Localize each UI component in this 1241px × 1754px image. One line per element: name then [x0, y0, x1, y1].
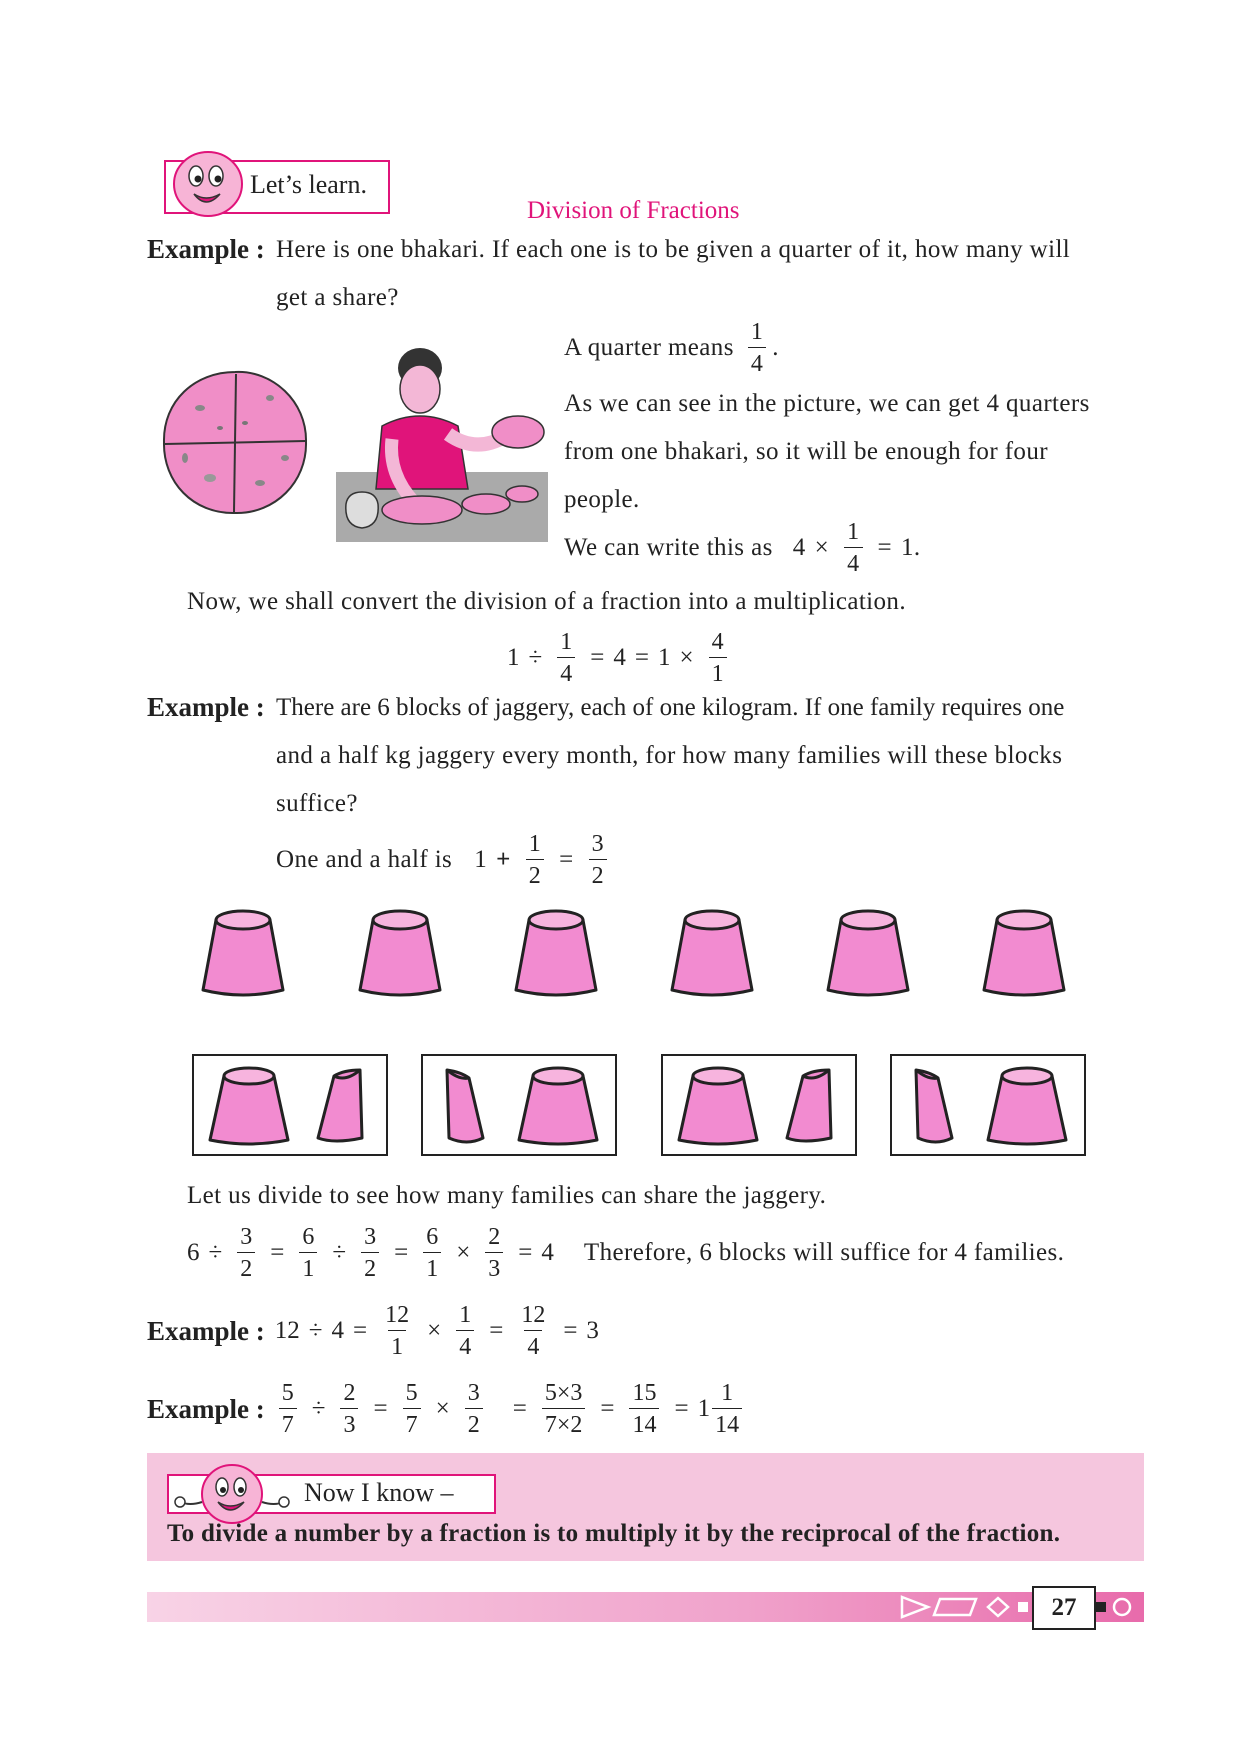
example-label: Example :: [147, 234, 265, 264]
example1-line2: get a share?: [276, 284, 399, 311]
example1-paragraph-3: people.: [564, 486, 640, 513]
fraction: $\frac{5}{7}$: [279, 1381, 297, 1437]
eq-operator: +: [496, 846, 511, 873]
eq-operator: =: [270, 1239, 285, 1266]
footer-shapes-icon: [900, 1592, 1140, 1622]
smiley-face-icon: [172, 1462, 292, 1528]
eq-operator: ×: [456, 1239, 471, 1266]
eq-operator: ×: [435, 1395, 450, 1422]
jaggery-block: [984, 911, 1064, 995]
fraction: $\frac{1}{4}$: [456, 1303, 474, 1359]
example-label: Example :: [147, 1315, 265, 1346]
eq-operator: =: [394, 1239, 409, 1266]
lets-learn-label: Let’s learn.: [250, 170, 367, 199]
smiley-face-icon: [172, 150, 244, 218]
fraction: $\frac{3}{2}$: [465, 1381, 483, 1437]
eq-operator: ÷: [528, 644, 543, 671]
eq-operator: =: [352, 1317, 368, 1344]
fraction: $\frac{12}{4}$: [521, 1302, 546, 1360]
divide-text: Let us divide to see how many families can share the jaggery.: [187, 1182, 827, 1209]
example1-line1: Here is one bhakari. If each one is to be given a quarter of it, how many will: [276, 236, 1071, 263]
fraction: $\frac{3}{2}$: [589, 832, 607, 888]
eq-operator: =: [634, 644, 649, 671]
example3-equation: [147, 1298, 599, 1364]
eq-term: 4: [331, 1317, 344, 1344]
fraction: $\frac{2}{3}$: [340, 1381, 358, 1437]
example2-line2: and a half kg jaggery every month, for how many families will these blocks: [276, 742, 1063, 769]
eq-term: 4: [613, 644, 626, 671]
jaggery-block: [672, 911, 752, 995]
fraction: $\frac{1}{4}$: [557, 630, 575, 686]
fraction: $\frac{1}{4}$: [748, 320, 766, 376]
example-label: Example :: [147, 692, 265, 722]
eq-operator: =: [600, 1395, 615, 1422]
eq-operator: ×: [814, 534, 830, 561]
fraction: $\frac{1}{2}$: [526, 832, 544, 888]
fraction: $\frac{15}{14}$: [629, 1381, 659, 1437]
eq-term: 4: [792, 534, 806, 561]
fraction: $\frac{2}{3}$: [485, 1225, 503, 1281]
family-share-box: [661, 1054, 857, 1156]
now-i-know-text: To divide a number by a fraction is to multiply it by the reciprocal of the fraction.: [167, 1520, 1061, 1547]
eq-operator: =: [518, 1239, 533, 1266]
eq-operator: ÷: [311, 1395, 326, 1422]
fraction: $\frac{6}{1}$: [423, 1225, 441, 1281]
jaggery-block: [203, 911, 283, 995]
family-share-box: [421, 1054, 617, 1156]
fraction: $\frac{1}{4}$: [844, 520, 862, 576]
quarter-text: A quarter means: [564, 334, 734, 361]
eq-operator: =: [512, 1395, 527, 1422]
jaggery-blocks-row: [200, 908, 1080, 1003]
example2-line3: suffice?: [276, 790, 358, 817]
example1-equation: [564, 516, 921, 580]
eq-operator: =: [373, 1395, 388, 1422]
woman-making-bhakari-image: [336, 344, 548, 542]
now-i-know-title: Now I know –: [304, 1478, 454, 1507]
eq-operator: ×: [427, 1317, 442, 1344]
example-label: Example :: [147, 1393, 265, 1424]
eq-term: 1: [657, 644, 671, 671]
eq-operator: ÷: [332, 1239, 347, 1266]
bhakari-image: [160, 368, 310, 518]
eq-operator: =: [489, 1317, 504, 1344]
example1-paragraph-2: from one bhakari, so it will be enough for four: [564, 438, 1048, 465]
eq-operator: ÷: [208, 1239, 223, 1266]
example2-line1: There are 6 blocks of jaggery, each of one kilogram. If one family requires one: [276, 694, 1065, 721]
example2-division-equation: [187, 1220, 1064, 1286]
eq-operator: ×: [679, 644, 694, 671]
fraction: $\frac{3}{2}$: [237, 1225, 255, 1281]
eq-term: 1: [474, 846, 488, 873]
eq-operator: =: [674, 1395, 689, 1422]
eq-result: 3: [586, 1317, 599, 1344]
eq-operator: ÷: [308, 1317, 323, 1344]
fraction: $\frac{3}{2}$: [361, 1225, 379, 1281]
page-title: Division of Fractions: [527, 197, 740, 224]
fraction: $\frac{1}{14}$: [712, 1381, 742, 1437]
fraction: $\frac{12}{1}$: [385, 1302, 410, 1360]
convert-equation: [507, 626, 733, 690]
period: .: [772, 334, 779, 361]
eq-operator: =: [590, 644, 605, 671]
page-number: 27: [1032, 1586, 1096, 1630]
eq-operator: =: [563, 1317, 578, 1344]
eq-operator: =: [559, 846, 574, 873]
write-text: We can write this as: [564, 534, 773, 561]
eq-term: 1: [507, 644, 520, 671]
eq-operator: =: [877, 534, 893, 561]
fraction: $\frac{5}{7}$: [403, 1381, 421, 1437]
therefore-text: Therefore, 6 blocks will suffice for 4 families.: [583, 1239, 1065, 1266]
family-share-box: [890, 1054, 1086, 1156]
fraction: $\frac{4}{1}$: [709, 630, 727, 686]
jaggery-block: [828, 911, 908, 995]
fraction: $\frac{6}{1}$: [299, 1225, 317, 1281]
eq-result: 1.: [901, 534, 921, 561]
jaggery-block: [360, 911, 440, 995]
eq-term: 12: [274, 1317, 300, 1344]
family-share-box: [192, 1054, 388, 1156]
mixed-whole: 1: [697, 1395, 711, 1422]
fraction: $\frac{5\times 3}{7\times 2}$: [542, 1381, 586, 1437]
jaggery-block: [516, 911, 596, 995]
convert-text: Now, we shall convert the division of a fraction into a multiplication.: [187, 588, 906, 615]
example1-paragraph-1: As we can see in the picture, we can get 4 quarters: [564, 390, 1090, 417]
quarter-meaning: [564, 316, 779, 380]
half-text: One and a half is: [276, 846, 453, 873]
eq-result: 4: [541, 1239, 554, 1266]
example4-equation: [147, 1376, 748, 1442]
eq-term: 6: [187, 1239, 200, 1266]
one-and-half-equation: [276, 828, 613, 892]
